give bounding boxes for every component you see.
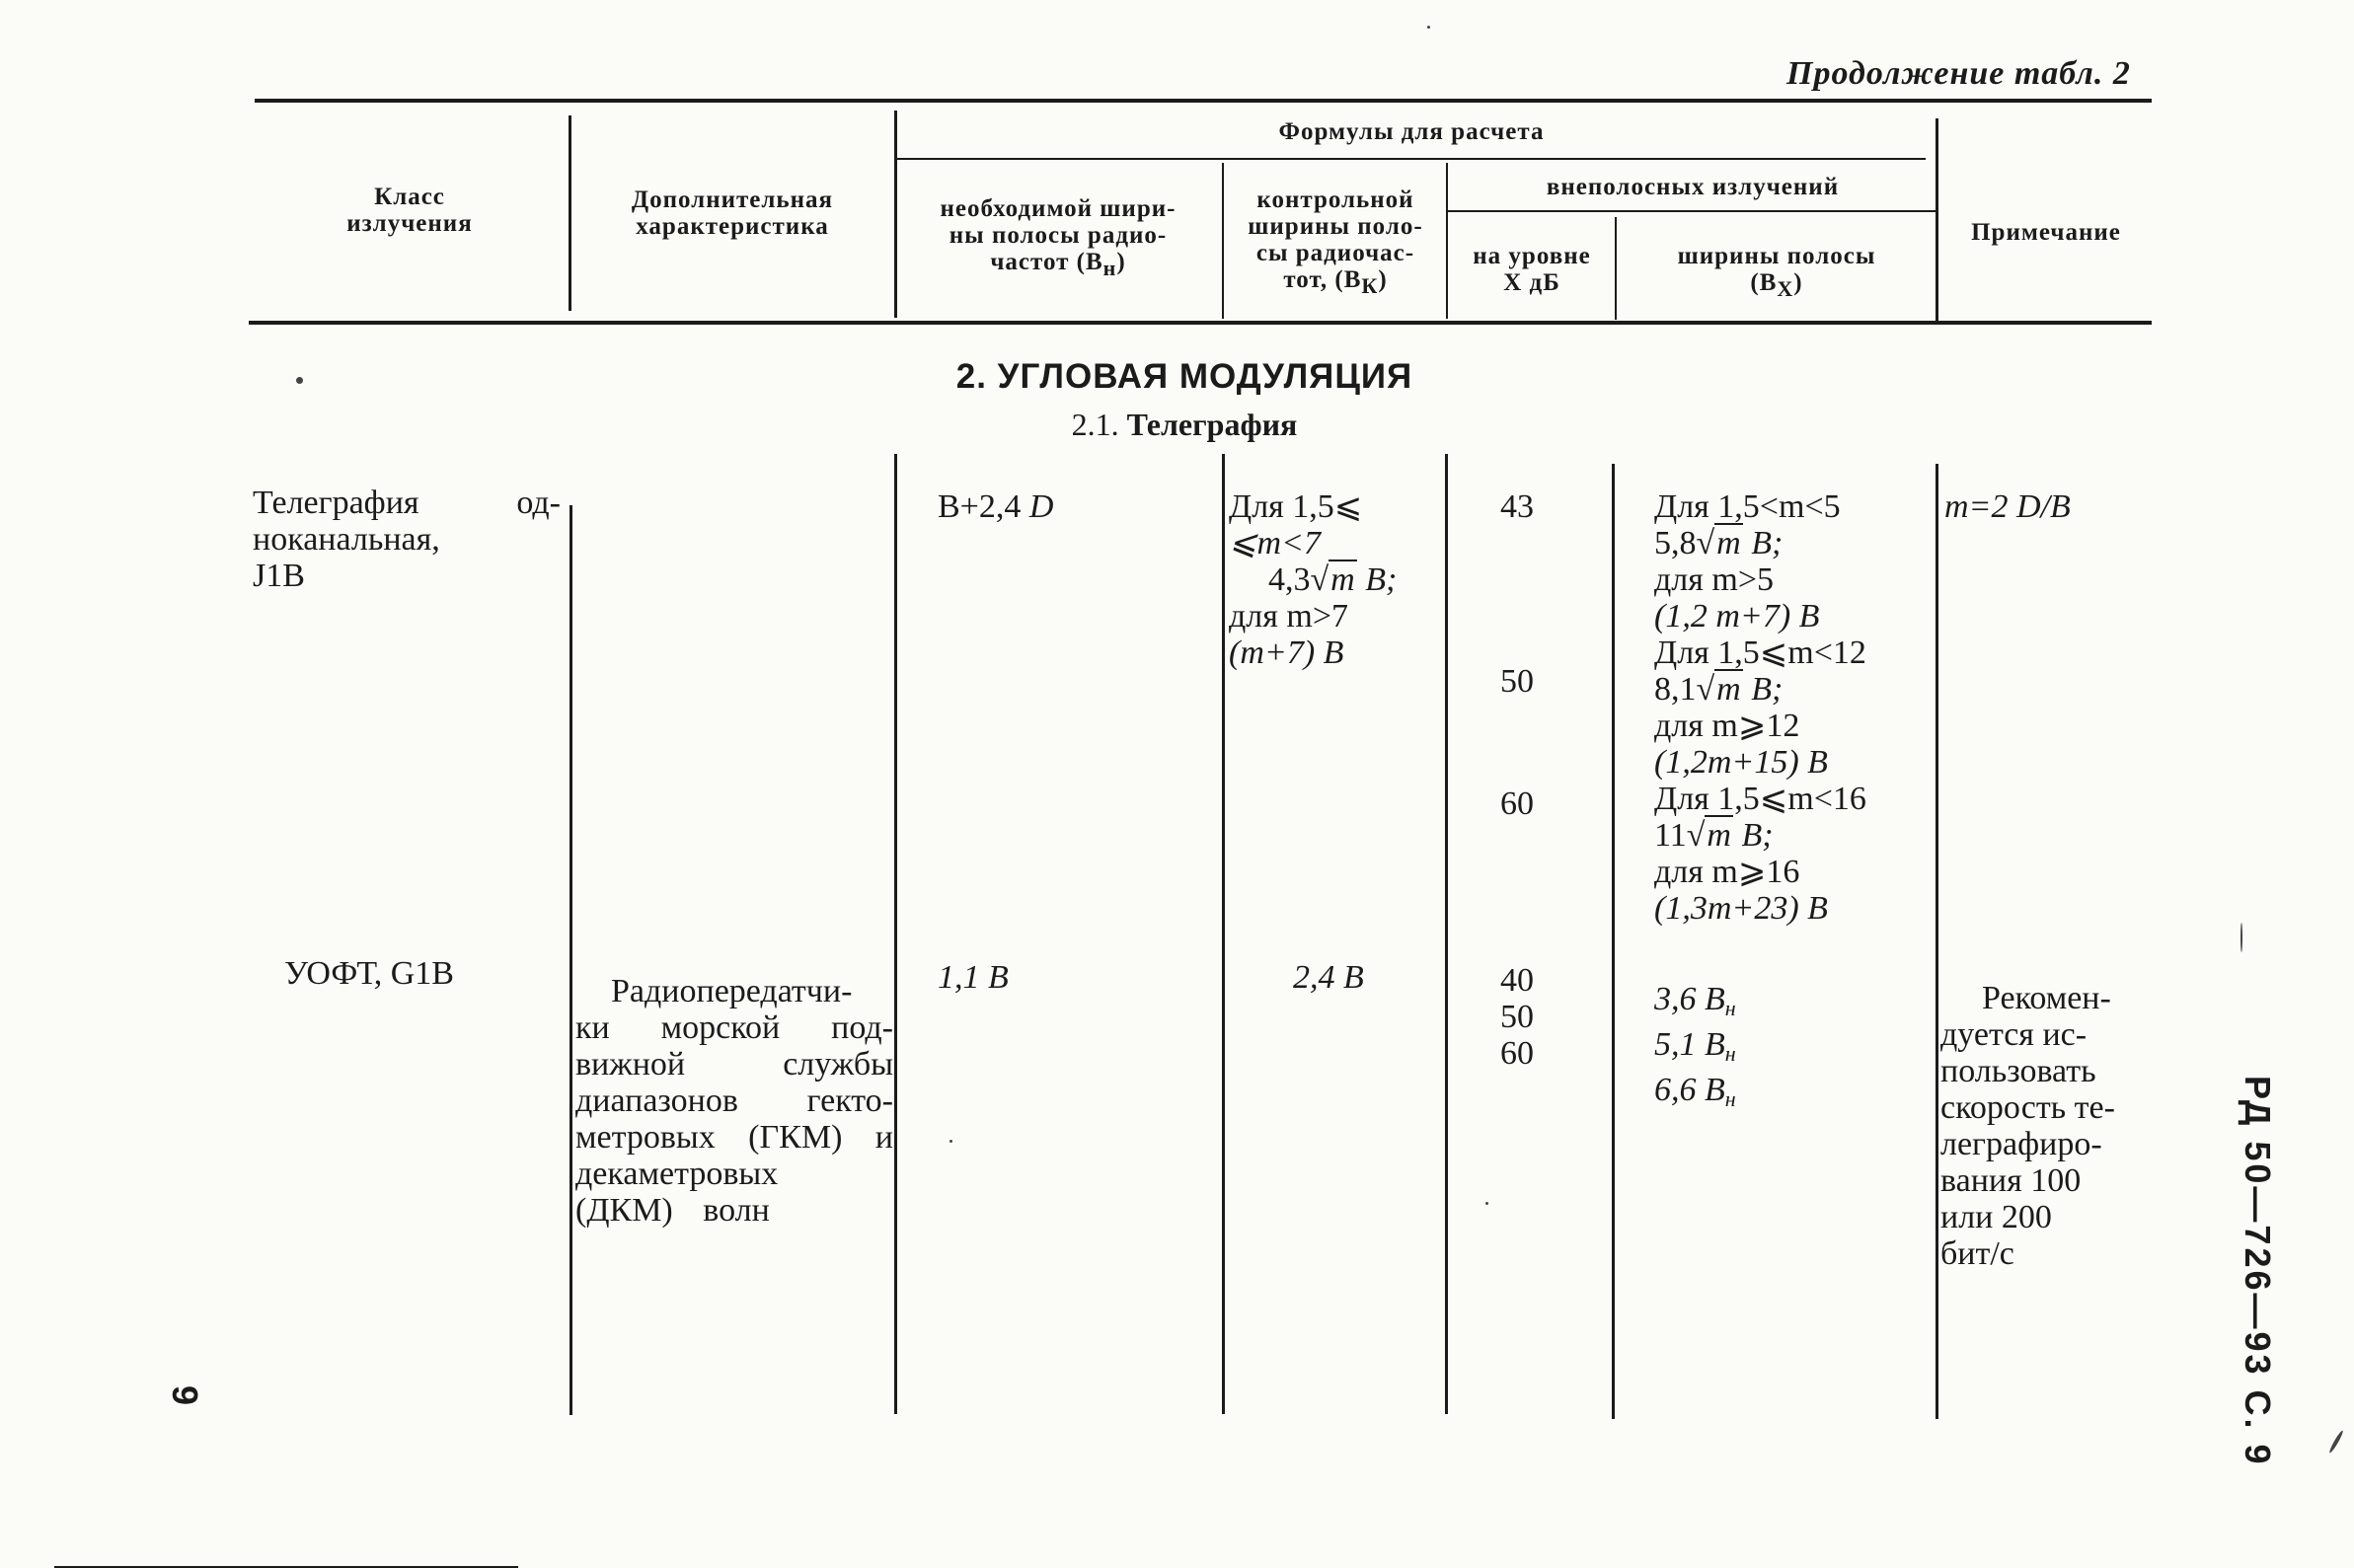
header-additional: Дополнительная характеристика: [631, 187, 834, 240]
row1-level-60: 60: [1500, 785, 1534, 822]
header-bandwidth-x: ширины полосы (BX): [1677, 243, 1876, 301]
row1-level-50: 50: [1500, 663, 1534, 700]
header-col-divider: [569, 115, 571, 311]
header-note: Примечание: [1971, 219, 2121, 246]
row1-class: Телеграфия од- ноканальная, J1B: [253, 485, 561, 594]
row2-note: Рекомен- дуется ис- пользовать скорость те- леграфиро- вания 100 или 200 бит/с: [1940, 980, 2115, 1272]
scan-speck: [1427, 26, 1430, 29]
body-col-divider: [1222, 454, 1225, 1414]
body-col-divider: [570, 505, 572, 1415]
side-document-label: РД 50—726—93 С. 9: [2238, 1076, 2278, 1467]
header-bottom-rule: [249, 321, 2152, 325]
continuation-label: Продолжение табл. 2: [1786, 55, 2131, 92]
subsection-title: 2.1. Телеграфия: [1071, 407, 1298, 442]
header-outband-emissions: внеполосных излучений: [1546, 174, 1840, 200]
page-number: 9: [165, 1385, 205, 1406]
body-col-divider: [1936, 464, 1938, 1419]
header-control-bandwidth: контрольной ширины поло- сы радиочас- тот, (BК): [1248, 187, 1423, 298]
row1-bandwidth-formulas: Для 1,5<m<5 5,8√m B; для m>5 (1,2 m+7) B Для 1,5⩽m<12 8,1√m B; для m⩾12 (1,2m+15) B Для 1,5⩽m<16 11√m B; для m⩾16 (1,3m+23) B: [1654, 488, 1866, 927]
scan-speck: [2240, 923, 2242, 952]
header-col-divider: [1615, 217, 1617, 320]
header-formulas-rule: [895, 158, 1926, 160]
row2-additional: Радиопередатчи- ки морской под- вижной службы диапазонов гекто- метровых (ГКМ) и декаметровых (ДКМ) волн: [575, 973, 893, 1229]
scan-speck: [2328, 1430, 2344, 1455]
body-col-divider: [1445, 454, 1448, 1414]
header-outband-rule: [1446, 210, 1936, 212]
header-necessary-bandwidth: необходимой шири- ны полосы радио- частот (Bн): [940, 195, 1177, 280]
row2-control-formula: 2,4 B: [1293, 959, 1364, 996]
scan-speck: [949, 1140, 952, 1143]
row1-necessary-formula: B+2,4 D: [938, 488, 1054, 525]
row2-necessary-formula: 1,1 B: [938, 959, 1009, 996]
row2-levels: 40 50 60: [1500, 962, 1534, 1072]
header-level: на уровне X дБ: [1473, 243, 1591, 296]
header-col-divider: [1936, 118, 1938, 321]
table-top-rule: [255, 99, 2152, 103]
header-col-divider: [894, 111, 897, 318]
row1-note: m=2 D/B: [1944, 488, 2071, 525]
body-col-divider: [894, 454, 897, 1414]
row2-bandwidth-formulas: 3,6 $B_н$ 5,1 $B_н$ 6,6 $B_н$: [1654, 981, 1736, 1111]
header-col-divider: [1446, 163, 1448, 319]
row1-control-formula: Для 1,5⩽ ⩽m<7 4,3√m B; для m>7 (m+7) B: [1229, 488, 1398, 671]
row1-level-43: 43: [1500, 488, 1534, 525]
row2-class: УОФТ, G1B: [284, 955, 454, 992]
body-col-divider: [1612, 464, 1615, 1419]
header-col-divider: [1222, 163, 1224, 319]
header-formulas: Формулы для расчета: [1278, 118, 1545, 145]
header-class: Класс излучения: [346, 184, 473, 237]
scan-speck: [296, 377, 303, 384]
section-title: 2. УГЛОВАЯ МОДУЛЯЦИЯ: [955, 357, 1413, 396]
scan-speck: [1485, 1202, 1488, 1205]
